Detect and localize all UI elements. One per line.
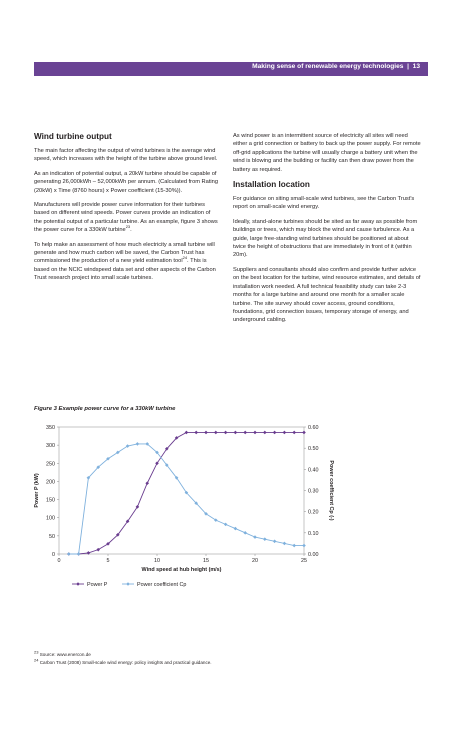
data-point-cp — [77, 552, 81, 556]
data-point-cp — [67, 552, 71, 556]
y2-axis-label: Power coefficient Cp (-) — [328, 460, 334, 521]
header-bar — [34, 62, 428, 76]
plot-area — [59, 427, 304, 554]
paragraph-text: To help make an assessment of how much electricity a small turbine will generate and how much carbon will be saved, the Carbon Trust has commissioned the production of a new yield estimation tool — [34, 241, 215, 265]
data-point-cp — [234, 527, 238, 531]
footnote — [34, 649, 91, 658]
footnote-ref: 24 — [182, 255, 188, 261]
y2-tick-label: 0.10 — [308, 530, 319, 537]
data-point-power — [273, 431, 277, 435]
footnote-number: 23 — [34, 649, 39, 655]
y-tick-label: 100 — [46, 515, 55, 522]
data-point-power — [253, 431, 257, 435]
header-title: Making sense of renewable energy technologies — [252, 63, 404, 70]
data-point-cp — [136, 442, 140, 446]
data-point-power — [194, 431, 198, 435]
x-tick-label: 20 — [252, 558, 258, 564]
data-point-power — [302, 431, 306, 435]
y2-tick-label: 0.50 — [308, 446, 319, 453]
x-tick-label: 0 — [57, 558, 61, 564]
header-separator: | — [407, 63, 409, 70]
y-axis-label: Power P (kW) — [34, 473, 40, 508]
legend-marker — [126, 582, 130, 586]
data-point-cp — [302, 544, 306, 548]
footnote-text: Source: www.enercon.de — [38, 652, 91, 657]
paragraph-text: based on the NCIC windspeed data set and other aspects of the Carbon Trust research project into small scale turbines. — [34, 266, 216, 282]
paragraph: As an indication of potential output, a 20kW turbine should be capable of generating 26,000kWh – 52,000kWh per annum. (Calculated from Rating (20kW) x Time (8760 hours) x Power coefficient (15-30%)). — [34, 170, 218, 194]
y2-tick-label: 0.00 — [308, 552, 319, 558]
paragraph: Suppliers and consultants should also confirm and provide further advice on the best location for the turbine, wind resource estimates, and details of installation work needed. A full technical feasibility study can take 2-3 months for a large turbine and around one month for a smaller scale turbine. The site survey should cover access, ground conditions, foundations, grid connection issues, temporary storage of energy, and underground cabling. — [233, 266, 421, 324]
paragraph: Ideally, stand-alone turbines should be sited as far away as possible from buildings or trees, which may block the wind and cause turbulence. As a guide, large free-standing wind turbines should be positioned at about twice the height of obstructions that are immediately in front of it (within 20m). — [233, 218, 418, 259]
paragraph-text: . This is — [187, 258, 207, 265]
y-tick-label: 50 — [49, 533, 55, 540]
y2-tick-label: 0.30 — [308, 488, 319, 495]
data-point-cp — [283, 542, 287, 546]
paragraph-text: Manufacturers will provide power curve information for their turbines based on different wind speeds. Power curves provide an indication of the potential output of a particular turbine. As an example, figure 3 shows the power curve for a 330kW turbine — [34, 202, 218, 234]
data-point-cp — [292, 544, 296, 548]
figure-title: Figure 3 Example power curve for a 330kW turbine — [34, 406, 176, 412]
section-heading-wind-turbine-output: Wind turbine output — [34, 132, 112, 141]
power-curve-chart — [28, 418, 338, 596]
y2-tick-label: 0.20 — [308, 509, 319, 516]
paragraph: Manufacturers will provide power curve information for their turbines based on different wind speeds. Power curves provide an indication of the potential output of a particular turbine. As an example, figure 3 shows the power curve for a 330kW turbine$^{23}$. — [34, 202, 218, 234]
paragraph: For guidance on siting small-scale wind turbines, see the Carbon Trust's report on small-scale wind energy. — [233, 196, 415, 211]
data-point-power — [145, 481, 149, 485]
data-point-power — [292, 431, 296, 435]
legend-label: Power P — [87, 582, 108, 588]
footnote — [34, 657, 212, 666]
paragraph: The main factor affecting the output of wind turbines is the average wind speed, which increases with the height of the turbine above ground level. — [34, 148, 218, 163]
y-tick-label: 0 — [52, 552, 55, 558]
y-tick-label: 150 — [46, 497, 55, 504]
y-tick-label: 200 — [46, 479, 55, 486]
x-tick-label: 5 — [106, 558, 110, 564]
data-point-power — [224, 431, 228, 435]
x-tick-label: 10 — [154, 558, 160, 564]
data-point-power — [263, 431, 267, 435]
data-point-power — [283, 431, 287, 435]
footnote-number: 24 — [34, 657, 39, 663]
footnote-text: Carbon Trust (2008) Small-scale wind energy: policy insights and practical guidance. — [38, 660, 212, 665]
y-tick-label: 350 — [46, 425, 55, 431]
y-tick-label: 250 — [46, 461, 55, 468]
page-number: 13 — [412, 63, 420, 70]
paragraph: As wind power is an intermittent source of electricity all sites will need either a grid connection or battery to back up the power supply. For remote off-grid applications the turbine will usually charge a battery unit when the wind is blowing and the building or facility can then draw power from the battery as required. — [233, 133, 421, 173]
x-tick-label: 25 — [301, 558, 307, 564]
y2-tick-label: 0.40 — [308, 467, 319, 474]
data-point-power — [243, 431, 247, 435]
data-point-cp — [263, 537, 267, 541]
section-heading-installation-location: Installation location — [233, 180, 310, 190]
data-point-power — [185, 431, 189, 435]
data-point-cp — [224, 523, 228, 527]
x-axis-label: Wind speed at hub height (m/s) — [141, 567, 222, 573]
paragraph — [34, 241, 219, 283]
left-column — [34, 132, 219, 289]
data-point-power — [234, 431, 238, 435]
legend-label: Power coefficient Cp — [137, 582, 187, 588]
data-point-cp — [273, 540, 277, 544]
data-point-cp — [253, 535, 257, 539]
data-point-power — [214, 431, 218, 435]
running-header — [252, 63, 420, 70]
footnote-ref: 23 — [125, 224, 131, 230]
data-point-cp — [243, 531, 247, 535]
x-tick-label: 15 — [203, 558, 209, 564]
data-point-power — [204, 431, 208, 435]
legend-marker — [76, 582, 80, 586]
series-line-cp — [69, 444, 304, 554]
y-tick-label: 300 — [46, 443, 55, 450]
right-column — [233, 132, 423, 331]
y2-tick-label: 0.60 — [308, 425, 319, 431]
